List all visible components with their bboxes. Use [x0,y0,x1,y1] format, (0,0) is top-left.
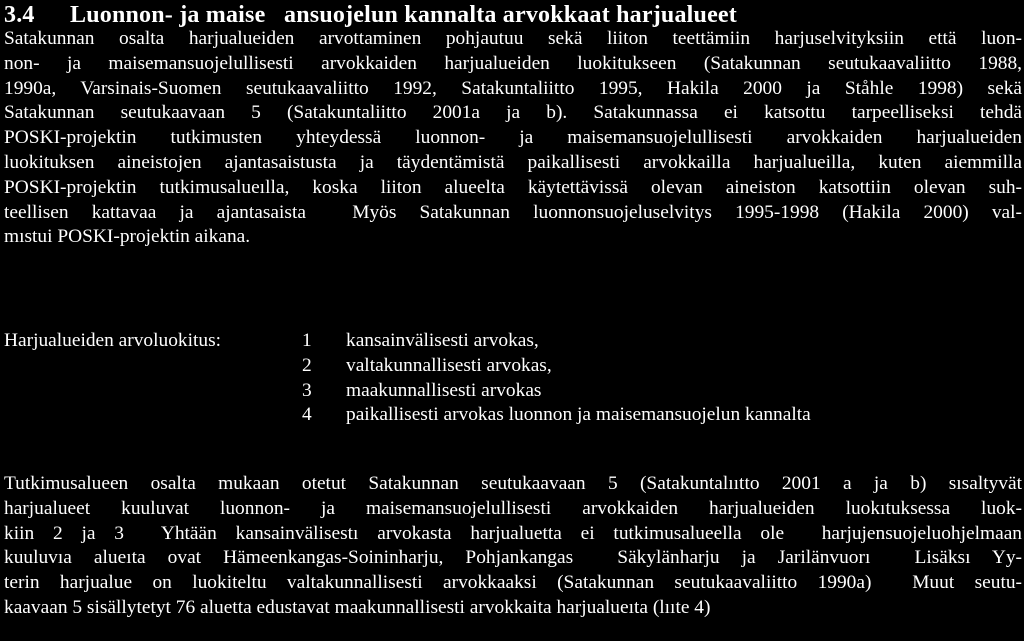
class-number: 2 [302,354,312,376]
class-number: 1 [302,330,312,351]
text-line: kiin 2 ja 3 Yhtään kansainvälisestı arvokasta harjualuetta ei tutkimusalueella ole harjujensuojeluohjelmaan [4,522,1022,544]
class-description: valtakunnallisesti arvokas, [346,354,552,376]
class-description: paikallisesti arvokas luonnon ja maisemansuojelun kannalta [346,404,811,426]
classification-label: Harjualueiden arvoluokitus: [4,330,222,351]
class-description: kansainvälisesti arvokas, [346,330,539,351]
class-description: maakunnallisesti arvokas [346,379,542,401]
section-number: 3.4 [4,2,35,28]
text-line: 1990a, Varsinais-Suomen seutukaavaliitto 1992, Satakuntaliitto 1995, Hakila 2000 ja Ståhle 1998) sekä [4,77,1022,99]
classification-row [4,403,1022,428]
text-line: luokituksen aineistojen ajantasaistusta ja täydentämistä paikallisesti arvokkailla harjualueilla, kuten aiemmilla [4,151,1022,173]
text-line: Satakunnan osalta harjualueiden arvottaminen pohjautuu sekä liiton teettämiin harjuselvityksiin että luon- [4,28,1022,49]
classification-row [4,379,1022,404]
section-heading [4,0,737,30]
text-line: POSKI-projektin tutkimusalueılla, koska liiton alueelta käytettävissä olevan aineiston katsottiin olevan suh- [4,176,1022,198]
text-line: teellisen kattavaa ja ajantasaista Myös Satakunnan luonnonsuojeluselvitys 1995-1998 (Hakila 2000) val- [4,201,1022,223]
text-line: kuuluvıa alueıta ovat Hämeenkangas-Soininharju, Pohjankangas Säkylänharju ja Jarilänvuorı Lisäksı Yy- [4,547,1022,569]
text-line: Tutkimusalueen osalta mukaan otetut Satakunnan seutukaavaan 5 (Satakuntalııtto 2001 a ja b) sısaltyvät [4,473,1022,494]
class-number: 3 [302,379,312,401]
class-number: 4 [302,404,312,426]
text-line: kaavaan 5 sisällytetyt 76 aluetta edustavat maakunnallisesti arvokkaita harjualueıta (lııte 4) [4,596,711,618]
text-line: terin harjualue on luokiteltu valtakunnallisesti arvokkaaksi (Satakunnan seutukaavaliitto 1990a) Muut seutu- [4,572,1022,594]
section-title: Luonnon- ja maise ansuojelun kannalta arvokkaat harjualueet [70,2,737,28]
text-line: harjualueet kuuluvat luonnon- ja maisemansuojelullisesti arvokkaiden harjualueiden luokıtuksessa luok- [4,497,1022,519]
classification-list [4,329,1022,428]
paragraph-study-area [4,472,1022,621]
paragraph-intro [4,27,1022,250]
text-line: Satakunnan seutukaavaan 5 (Satakuntaliitto 2001a ja b). Satakunnassa ei katsottu tarpeelliseksi tehdä [4,102,1022,124]
classification-row [4,354,1022,379]
classification-row [4,329,1022,354]
text-line: POSKI-projektin tutkimusten yhteydessä luonnon- ja maisemansuojelullisesti arvokkaiden harjualueiden [4,127,1022,149]
text-line: non- ja maisemansuojelullisesti arvokkaiden harjualueiden luokitukseen (Satakunnan seutukaavaliitto 1988, [4,52,1022,74]
text-line: mıstui POSKI-projektin aikana. [4,226,251,248]
